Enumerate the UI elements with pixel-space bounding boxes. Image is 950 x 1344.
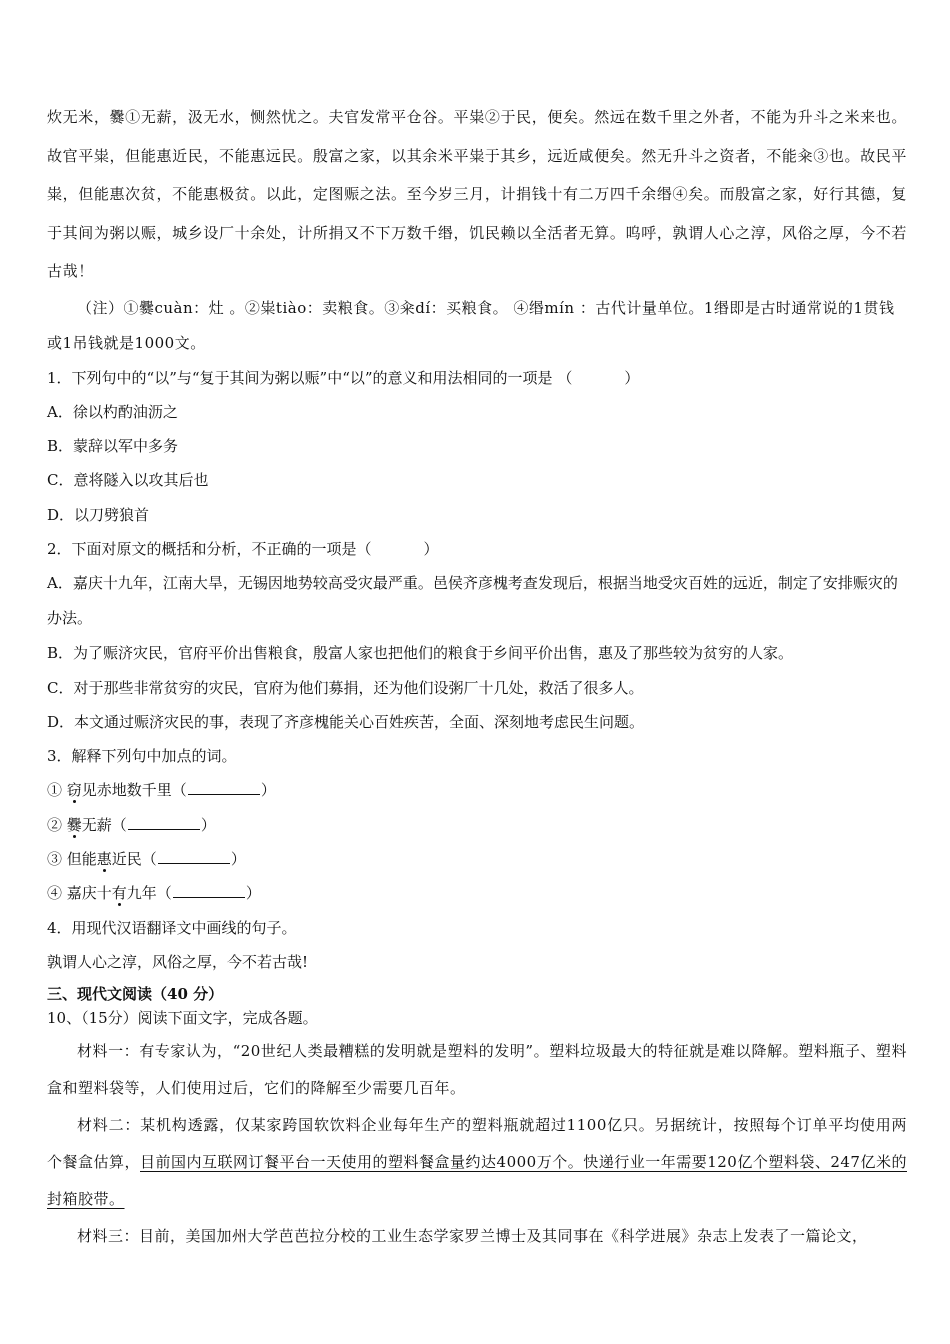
- answer-blank[interactable]: [128, 815, 200, 830]
- q1-option-b: B．蒙辞以军中多务: [47, 437, 179, 456]
- q2-option-c: C．对于那些非常贫穷的灾民，官府为他们募捐，还为他们设粥厂十几处，救活了很多人。: [47, 678, 644, 697]
- question-1-stem: 1．下列句中的“以”与“复于其间为粥以赈”中“以”的意义和用法相同的一项是 （ ）: [47, 368, 640, 387]
- passage-annotation: （注）①爨cuàn：灶 。②粜tiào：卖粮食。③籴dí：买粮食。 ④缗mín ：古代计量单位。1缗即是古时通常说的1贯钱或1吊钱就是1000文。: [47, 298, 895, 352]
- q3-item-3: ③ 但能惠近民（ ）: [47, 850, 246, 869]
- document-page: [47, 98, 907, 1255]
- material-2: 材料二：某机构透露，仅某家跨国软饮料企业每年生产的塑料瓶就超过1100亿只。另据统计，按照每个订单平均使用两个餐盒估算，目前国内互联网订餐平台一天使用的塑料餐盒量约达4000万个。快递行业一年需要120亿个塑料袋、247亿米的封箱胶带。: [47, 1116, 907, 1209]
- question-1: [47, 361, 907, 532]
- q3-item-4: ④ 嘉庆十有九年（ ）: [47, 884, 261, 903]
- question-3-stem: 3．解释下列句中加点的词。: [47, 747, 237, 766]
- q2-option-b: B．为了赈济灾民，官府平价出售粮食，殷富人家也把他们的粮食于乡间平价出售，惠及了那些较为贫穷的人家。: [47, 644, 794, 663]
- question-2-stem: 2．下面对原文的概括和分析，不正确的一项是（ ）: [47, 539, 439, 558]
- question-4-stem: 4．用现代汉语翻译文中画线的句子。: [47, 918, 297, 937]
- q3-item-1: ① 窃见赤地数千里（ ）: [47, 781, 276, 800]
- q2-option-a: A．嘉庆十九年，江南大旱，无锡因地势较高受灾最严重。邑侯齐彦槐考查发现后，根据当地受灾百姓的远近，制定了安排赈灾的办法。: [47, 574, 898, 628]
- material-1: 材料一：有专家认为，“20世纪人类最糟糕的发明就是塑料的发明”。塑料垃圾最大的特征就是难以降解。塑料瓶子、塑料盒和塑料袋等，人们使用过后，它们的降解至少需要几百年。: [47, 1042, 907, 1098]
- question-10-intro: 10、（15分）阅读下面文字，完成各题。: [47, 1009, 318, 1028]
- answer-blank[interactable]: [173, 883, 245, 898]
- question-2: [47, 532, 907, 739]
- answer-blank[interactable]: [158, 849, 230, 864]
- question-4-sentence: 孰谓人心之淳，风俗之厚，今不若古哉!: [47, 952, 309, 971]
- q3-item-2: ② 爨无薪（ ）: [47, 815, 216, 834]
- q1-option-c: C．意将隧入以攻其后也: [47, 471, 209, 490]
- classical-passage: 炊无米，爨①无薪，汲无水，恻然忧之。夫官发常平仓谷。平粜②于民，便矣。然远在数千里之外者，不能为升斗之米来也。故官平粜，但能惠近民，不能惠远民。殷富之家，以其余米平粜于其乡，远近咸便矣。然无升斗之资者，不能籴③也。故民平粜，但能惠次贫，不能惠极贫。以此，定图赈之法。至今岁三月，计捐钱十有二万四千余缗④矣。而殷富之家，好行其德，复于其间为粥以赈，城乡设厂十余处，计所捐又不下万数千缗，饥民赖以全活者无算。呜呼，孰谓人心之淳，风俗之厚，今不若古哉！: [47, 108, 907, 280]
- q1-option-a: A．徐以杓酌油沥之: [47, 402, 178, 421]
- answer-blank[interactable]: [188, 780, 260, 795]
- q1-option-d: D．以刀劈狼首: [47, 505, 150, 524]
- q2-option-d: D．本文通过赈济灾民的事，表现了齐彦槐能关心百姓疾苦，全面、深刻地考虑民生问题。: [47, 712, 645, 731]
- question-4: [47, 911, 907, 980]
- section-title: 三、现代文阅读（40 分）: [47, 985, 224, 1004]
- section-3: [47, 979, 907, 1255]
- material-3: 材料三：目前，美国加州大学芭芭拉分校的工业生态学家罗兰博士及其同事在《科学进展》杂志上发表了一篇论文，: [77, 1227, 868, 1246]
- question-3: [47, 739, 907, 910]
- underlined-sentence: 目前国内互联网订餐平台一天使用的塑料餐盒量约达4000万个。快递行业一年需要120亿个塑料袋、247亿米的封箱胶带。: [47, 1153, 907, 1209]
